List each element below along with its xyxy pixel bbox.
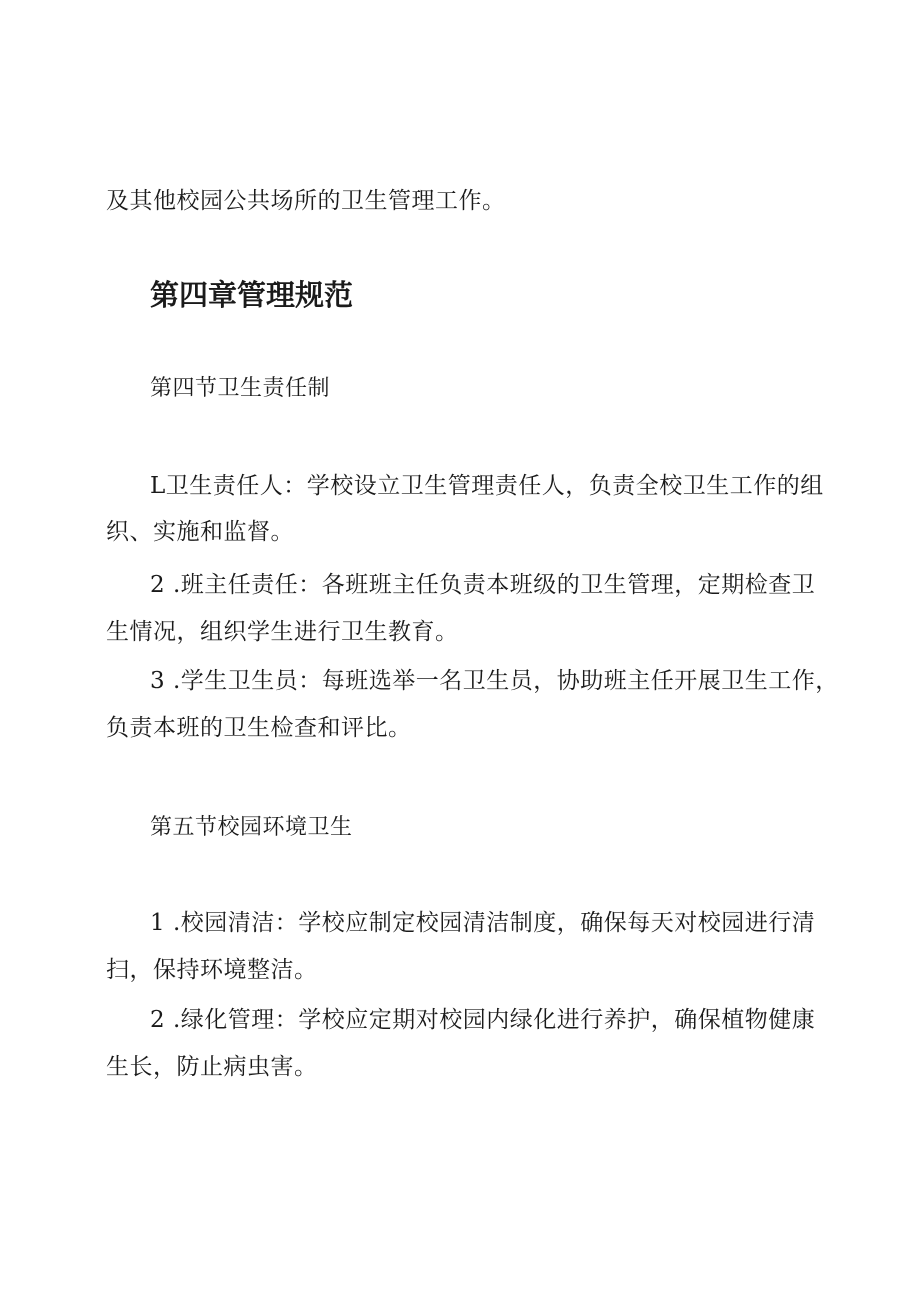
section-4-item-3-line-1: 3 .学生卫生员：每班选举一名卫生员，协助班主任开展卫生工作， (150, 668, 839, 694)
section-5-item-1-line-1: 1 .校园清洁：学校应制定校园清洁制度，确保每天对校园进行清 (150, 910, 816, 936)
section-4-item-2-line-1: 2 .班主任责任：各班班主任负责本班级的卫生管理，定期检查卫 (150, 572, 816, 598)
section-4-item-2-line-2: 生情况，组织学生进行卫生教育。 (106, 619, 459, 645)
section-4-item-1-line-2: 织、实施和监督。 (106, 519, 294, 545)
intro-paragraph-line: 及其他校园公共场所的卫生管理工作。 (106, 188, 506, 214)
section-5-item-2-line-2: 生长，防止病虫害。 (106, 1054, 318, 1080)
section-4-item-3-line-2: 负责本班的卫生检查和评比。 (106, 715, 412, 741)
section-4-item-1-line-1: L卫生责任人：学校设立卫生管理责任人，负责全校卫生工作的组 (150, 473, 824, 499)
section-5-item-2-line-1: 2 .绿化管理：学校应定期对校园内绿化进行养护，确保植物健康 (150, 1007, 816, 1033)
chapter-title: 第四章管理规范 (150, 278, 354, 312)
section-5-item-1-line-2: 扫，保持环境整洁。 (106, 957, 318, 983)
section-5-title: 第五节校园环境卫生 (150, 815, 353, 840)
section-4-title: 第四节卫生责任制 (150, 376, 331, 401)
